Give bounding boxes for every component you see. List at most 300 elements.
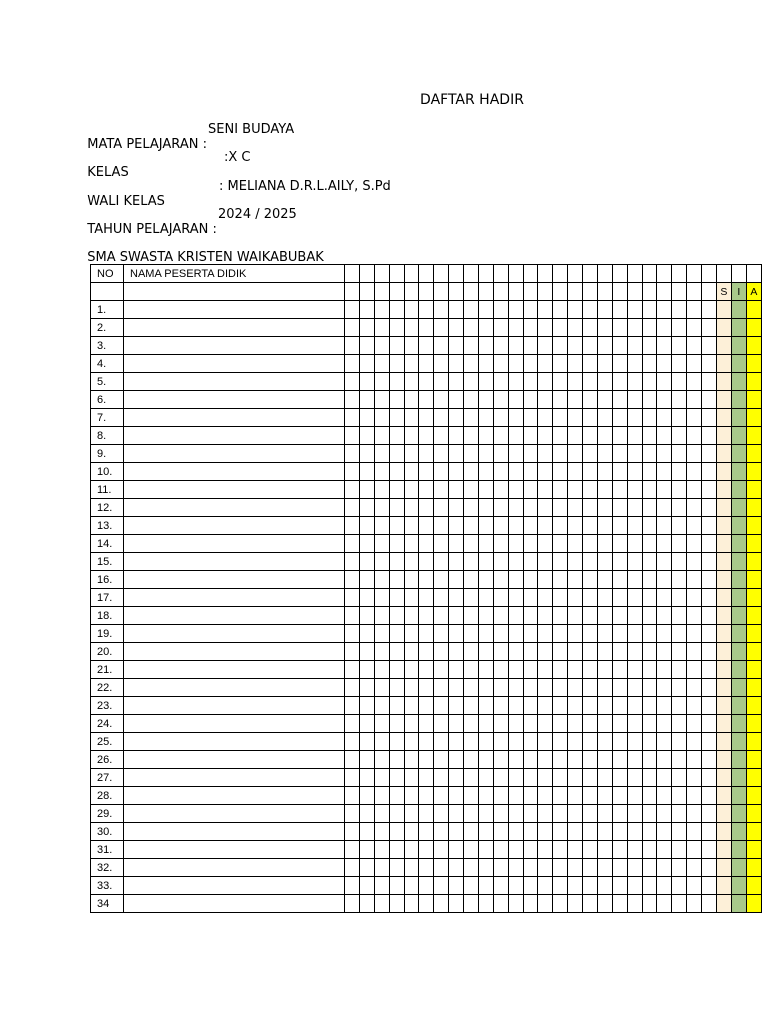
attendance-cell	[449, 877, 464, 895]
student-name-cell	[124, 517, 345, 535]
row-number: 32.	[91, 859, 124, 877]
attendance-cell	[672, 427, 687, 445]
summary-cell-i	[731, 409, 746, 427]
attendance-cell	[597, 571, 612, 589]
attendance-cell	[523, 805, 538, 823]
attendance-cell	[627, 823, 642, 841]
attendance-cell	[642, 661, 657, 679]
attendance-cell	[583, 769, 598, 787]
meeting-subheader-cell	[553, 283, 568, 301]
attendance-cell	[359, 787, 374, 805]
meeting-header-cell	[687, 265, 702, 283]
attendance-cell	[538, 715, 553, 733]
attendance-cell	[568, 823, 583, 841]
attendance-cell	[687, 571, 702, 589]
attendance-cell	[404, 463, 419, 481]
attendance-cell	[493, 373, 508, 391]
attendance-cell	[464, 877, 479, 895]
attendance-cell	[345, 427, 360, 445]
summary-cell-s	[716, 571, 731, 589]
attendance-cell	[449, 751, 464, 769]
attendance-cell	[538, 463, 553, 481]
meeting-header-cell	[672, 265, 687, 283]
attendance-cell	[657, 319, 672, 337]
attendance-cell	[374, 715, 389, 733]
attendance-cell	[523, 589, 538, 607]
attendance-cell	[374, 301, 389, 319]
attendance-cell	[419, 787, 434, 805]
attendance-cell	[553, 823, 568, 841]
attendance-cell	[478, 553, 493, 571]
meeting-header-cell	[404, 265, 419, 283]
attendance-cell	[597, 499, 612, 517]
table-row	[91, 319, 762, 337]
attendance-cell	[657, 463, 672, 481]
attendance-cell	[687, 697, 702, 715]
attendance-cell	[389, 751, 404, 769]
attendance-cell	[478, 859, 493, 877]
attendance-cell	[449, 697, 464, 715]
table-row	[91, 409, 762, 427]
attendance-cell	[493, 697, 508, 715]
attendance-cell	[449, 499, 464, 517]
summary-cell-s	[716, 841, 731, 859]
attendance-cell	[597, 481, 612, 499]
summary-cell-s	[716, 499, 731, 517]
attendance-cell	[419, 715, 434, 733]
attendance-cell	[568, 715, 583, 733]
attendance-cell	[538, 409, 553, 427]
attendance-cell	[657, 679, 672, 697]
attendance-cell	[583, 301, 598, 319]
attendance-cell	[583, 445, 598, 463]
attendance-cell	[702, 859, 717, 877]
attendance-cell	[642, 805, 657, 823]
attendance-cell	[374, 859, 389, 877]
attendance-cell	[345, 409, 360, 427]
attendance-cell	[672, 463, 687, 481]
attendance-cell	[359, 571, 374, 589]
attendance-cell	[508, 517, 523, 535]
attendance-cell	[464, 787, 479, 805]
attendance-cell	[597, 391, 612, 409]
table-row	[91, 499, 762, 517]
attendance-cell	[434, 805, 449, 823]
attendance-cell	[404, 481, 419, 499]
attendance-cell	[687, 859, 702, 877]
attendance-cell	[568, 409, 583, 427]
attendance-cell	[583, 859, 598, 877]
attendance-cell	[464, 445, 479, 463]
attendance-cell	[568, 679, 583, 697]
attendance-cell	[538, 445, 553, 463]
attendance-cell	[687, 679, 702, 697]
attendance-cell	[657, 697, 672, 715]
attendance-cell	[612, 733, 627, 751]
attendance-cell	[419, 697, 434, 715]
attendance-cell	[672, 391, 687, 409]
attendance-cell	[657, 751, 672, 769]
attendance-cell	[597, 319, 612, 337]
attendance-cell	[523, 427, 538, 445]
table-row	[91, 877, 762, 895]
attendance-cell	[642, 841, 657, 859]
attendance-cell	[642, 787, 657, 805]
meeting-subheader-cell	[434, 283, 449, 301]
attendance-cell	[449, 715, 464, 733]
attendance-cell	[568, 625, 583, 643]
summary-cell-s	[716, 751, 731, 769]
attendance-cell	[657, 841, 672, 859]
attendance-cell	[345, 877, 360, 895]
attendance-cell	[597, 355, 612, 373]
attendance-cell	[702, 409, 717, 427]
attendance-cell	[434, 769, 449, 787]
attendance-cell	[568, 877, 583, 895]
attendance-cell	[568, 841, 583, 859]
attendance-cell	[374, 823, 389, 841]
attendance-cell	[345, 499, 360, 517]
attendance-cell	[389, 643, 404, 661]
attendance-cell	[374, 427, 389, 445]
attendance-cell	[464, 679, 479, 697]
attendance-cell	[583, 481, 598, 499]
attendance-cell	[359, 553, 374, 571]
attendance-cell	[597, 607, 612, 625]
attendance-cell	[449, 769, 464, 787]
attendance-cell	[419, 427, 434, 445]
attendance-cell	[508, 679, 523, 697]
attendance-cell	[642, 607, 657, 625]
attendance-cell	[568, 499, 583, 517]
attendance-cell	[568, 589, 583, 607]
attendance-cell	[359, 535, 374, 553]
table-row	[91, 517, 762, 535]
summary-cell-s	[716, 643, 731, 661]
attendance-cell	[642, 373, 657, 391]
attendance-cell	[389, 733, 404, 751]
attendance-cell	[687, 427, 702, 445]
attendance-cell	[627, 787, 642, 805]
attendance-cell	[359, 463, 374, 481]
attendance-cell	[345, 463, 360, 481]
attendance-cell	[478, 661, 493, 679]
attendance-cell	[493, 463, 508, 481]
attendance-cell	[374, 697, 389, 715]
attendance-cell	[449, 733, 464, 751]
attendance-cell	[553, 697, 568, 715]
attendance-cell	[702, 823, 717, 841]
student-name-cell	[124, 751, 345, 769]
attendance-cell	[568, 661, 583, 679]
attendance-cell	[702, 877, 717, 895]
attendance-cell	[597, 841, 612, 859]
summary-cell-i	[731, 805, 746, 823]
info-kelas	[79, 150, 251, 180]
attendance-cell	[389, 391, 404, 409]
meeting-header-cell	[642, 265, 657, 283]
row-number: 19.	[91, 625, 124, 643]
document-title: DAFTAR HADIR	[420, 92, 524, 108]
attendance-cell	[538, 679, 553, 697]
attendance-cell	[642, 535, 657, 553]
attendance-cell	[642, 859, 657, 877]
student-name-cell	[124, 409, 345, 427]
attendance-cell	[702, 589, 717, 607]
attendance-cell	[687, 805, 702, 823]
attendance-cell	[464, 625, 479, 643]
attendance-cell	[404, 751, 419, 769]
summary-cell-i	[731, 895, 746, 913]
meeting-subheader-cell	[612, 283, 627, 301]
attendance-cell	[404, 859, 419, 877]
attendance-cell	[672, 877, 687, 895]
attendance-cell	[359, 805, 374, 823]
attendance-cell	[583, 661, 598, 679]
attendance-cell	[642, 499, 657, 517]
attendance-cell	[672, 445, 687, 463]
attendance-cell	[612, 571, 627, 589]
attendance-cell	[449, 823, 464, 841]
attendance-cell	[345, 517, 360, 535]
meeting-subheader-cell	[508, 283, 523, 301]
attendance-cell	[583, 319, 598, 337]
attendance-cell	[478, 319, 493, 337]
meeting-header-cell	[345, 265, 360, 283]
meeting-header-cell	[612, 265, 627, 283]
student-name-cell	[124, 787, 345, 805]
attendance-cell	[404, 787, 419, 805]
attendance-cell	[464, 463, 479, 481]
attendance-cell	[493, 355, 508, 373]
attendance-cell	[597, 769, 612, 787]
attendance-cell	[404, 607, 419, 625]
attendance-cell	[583, 877, 598, 895]
attendance-cell	[612, 409, 627, 427]
attendance-cell	[627, 607, 642, 625]
attendance-cell	[612, 823, 627, 841]
attendance-cell	[374, 625, 389, 643]
attendance-cell	[419, 679, 434, 697]
table-row	[91, 895, 762, 913]
summary-cell-s	[716, 661, 731, 679]
student-name-cell	[124, 535, 345, 553]
attendance-cell	[612, 859, 627, 877]
attendance-cell	[523, 625, 538, 643]
attendance-cell	[657, 553, 672, 571]
table-row	[91, 445, 762, 463]
attendance-cell	[523, 301, 538, 319]
attendance-cell	[538, 535, 553, 553]
attendance-cell	[642, 553, 657, 571]
attendance-cell	[627, 535, 642, 553]
attendance-cell	[464, 391, 479, 409]
attendance-cell	[612, 769, 627, 787]
attendance-cell	[374, 877, 389, 895]
table-row	[91, 751, 762, 769]
attendance-cell	[583, 355, 598, 373]
attendance-cell	[434, 517, 449, 535]
attendance-cell	[493, 643, 508, 661]
row-number: 17.	[91, 589, 124, 607]
summary-cell-s	[716, 427, 731, 445]
student-name-cell	[124, 859, 345, 877]
row-number: 20.	[91, 643, 124, 661]
attendance-cell	[523, 661, 538, 679]
attendance-cell	[553, 409, 568, 427]
summary-cell-i	[731, 697, 746, 715]
student-name-cell	[124, 841, 345, 859]
attendance-cell	[464, 301, 479, 319]
attendance-cell	[508, 697, 523, 715]
attendance-cell	[374, 481, 389, 499]
row-number: 25.	[91, 733, 124, 751]
row-number: 29.	[91, 805, 124, 823]
summary-cell-s	[716, 805, 731, 823]
attendance-cell	[374, 751, 389, 769]
attendance-cell	[538, 625, 553, 643]
attendance-cell	[672, 715, 687, 733]
summary-cell-i	[731, 859, 746, 877]
attendance-cell	[374, 787, 389, 805]
attendance-cell	[493, 481, 508, 499]
row-number: 34	[91, 895, 124, 913]
attendance-cell	[568, 787, 583, 805]
attendance-cell	[553, 625, 568, 643]
attendance-cell	[687, 445, 702, 463]
attendance-cell	[374, 463, 389, 481]
attendance-cell	[508, 787, 523, 805]
meeting-header-cell	[359, 265, 374, 283]
attendance-cell	[597, 373, 612, 391]
summary-cell-i	[731, 571, 746, 589]
attendance-cell	[657, 445, 672, 463]
attendance-cell	[434, 391, 449, 409]
attendance-cell	[359, 391, 374, 409]
summary-header-i: I	[731, 283, 746, 301]
summary-header-a: A	[746, 283, 761, 301]
attendance-cell	[568, 445, 583, 463]
attendance-cell	[419, 643, 434, 661]
attendance-cell	[449, 805, 464, 823]
attendance-cell	[434, 337, 449, 355]
attendance-cell	[538, 319, 553, 337]
attendance-cell	[464, 805, 479, 823]
attendance-cell	[389, 769, 404, 787]
attendance-cell	[419, 373, 434, 391]
attendance-cell	[672, 481, 687, 499]
summary-cell-i	[731, 373, 746, 391]
attendance-cell	[493, 733, 508, 751]
summary-cell-s	[716, 625, 731, 643]
attendance-cell	[449, 535, 464, 553]
attendance-cell	[389, 805, 404, 823]
attendance-cell	[657, 535, 672, 553]
attendance-cell	[359, 661, 374, 679]
table-row	[91, 661, 762, 679]
attendance-cell	[702, 463, 717, 481]
attendance-cell	[657, 373, 672, 391]
attendance-cell	[553, 679, 568, 697]
info-mata-pelajaran	[79, 122, 295, 152]
attendance-cell	[553, 643, 568, 661]
student-name-cell	[124, 463, 345, 481]
attendance-cell	[523, 679, 538, 697]
attendance-cell	[672, 625, 687, 643]
row-number: 27.	[91, 769, 124, 787]
attendance-cell	[389, 697, 404, 715]
summary-cell-s	[716, 301, 731, 319]
table-row	[91, 823, 762, 841]
student-name-cell	[124, 805, 345, 823]
attendance-cell	[449, 445, 464, 463]
attendance-cell	[687, 391, 702, 409]
attendance-cell	[597, 805, 612, 823]
attendance-cell	[434, 373, 449, 391]
attendance-cell	[389, 535, 404, 553]
attendance-cell	[508, 877, 523, 895]
attendance-cell	[702, 427, 717, 445]
row-number: 2.	[91, 319, 124, 337]
attendance-cell	[404, 733, 419, 751]
attendance-cell	[464, 769, 479, 787]
attendance-cell	[702, 337, 717, 355]
attendance-cell	[538, 751, 553, 769]
attendance-cell	[583, 805, 598, 823]
summary-cell-a	[746, 769, 761, 787]
attendance-cell	[538, 697, 553, 715]
summary-cell-s	[716, 859, 731, 877]
summary-cell-s	[716, 715, 731, 733]
attendance-cell	[434, 841, 449, 859]
row-number: 10.	[91, 463, 124, 481]
attendance-cell	[523, 895, 538, 913]
attendance-cell	[583, 409, 598, 427]
attendance-cell	[478, 535, 493, 553]
attendance-cell	[345, 769, 360, 787]
attendance-cell	[702, 895, 717, 913]
attendance-cell	[657, 823, 672, 841]
attendance-cell	[493, 751, 508, 769]
attendance-cell	[597, 643, 612, 661]
attendance-cell	[434, 715, 449, 733]
meeting-header-cell	[568, 265, 583, 283]
attendance-cell	[508, 661, 523, 679]
info-label: KELAS	[87, 165, 129, 180]
row-number: 7.	[91, 409, 124, 427]
attendance-cell	[359, 679, 374, 697]
attendance-cell	[568, 481, 583, 499]
attendance-cell	[464, 661, 479, 679]
attendance-cell	[538, 337, 553, 355]
attendance-cell	[702, 679, 717, 697]
meeting-subheader-cell	[687, 283, 702, 301]
attendance-cell	[478, 805, 493, 823]
attendance-cell	[508, 733, 523, 751]
attendance-cell	[345, 445, 360, 463]
attendance-cell	[672, 499, 687, 517]
attendance-cell	[478, 409, 493, 427]
attendance-cell	[389, 355, 404, 373]
attendance-cell	[404, 895, 419, 913]
attendance-cell	[508, 625, 523, 643]
attendance-cell	[345, 841, 360, 859]
summary-cell-i	[731, 481, 746, 499]
attendance-cell	[374, 499, 389, 517]
row-number: 6.	[91, 391, 124, 409]
summary-cell-i	[731, 715, 746, 733]
attendance-cell	[359, 841, 374, 859]
